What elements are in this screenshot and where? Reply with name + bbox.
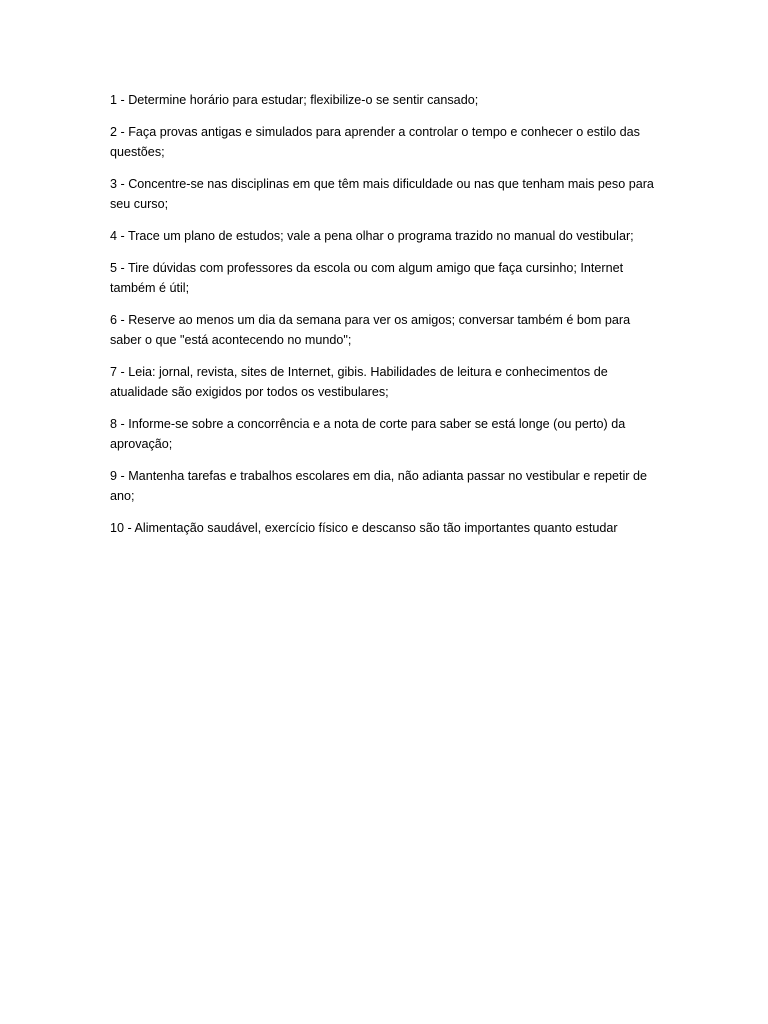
tip-item-10: 10 - Alimentação saudável, exercício físico e descanso são tão importantes quanto estudar xyxy=(110,521,618,535)
tip-item-8: 8 - Informe-se sobre a concorrência e a nota de corte para saber se está longe (ou perto) da aprovação; xyxy=(110,417,626,451)
tips-list xyxy=(110,90,658,550)
tip-item-6: 6 - Reserve ao menos um dia da semana para ver os amigos; conversar também é bom para saber o que "está acontecendo no mundo"; xyxy=(110,313,631,347)
tip-item-9: 9 - Mantenha tarefas e trabalhos escolares em dia, não adianta passar no vestibular e repetir de ano; xyxy=(110,469,647,503)
tip-item-5: 5 - Tire dúvidas com professores da escola ou com algum amigo que faça cursinho; Internet também é útil; xyxy=(110,261,624,295)
tip-item-1: 1 - Determine horário para estudar; flexibilize-o se sentir cansado; xyxy=(110,93,479,107)
tip-item-7: 7 - Leia: jornal, revista, sites de Internet, gibis. Habilidades de leitura e conhecimentos de atualidade são exigidos por todos os vestibulares; xyxy=(110,365,608,399)
tip-item-2: 2 - Faça provas antigas e simulados para aprender a controlar o tempo e conhecer o estilo das questões; xyxy=(110,125,640,159)
tip-item-3: 3 - Concentre-se nas disciplinas em que têm mais dificuldade ou nas que tenham mais peso para seu curso; xyxy=(110,177,654,211)
tip-item-4: 4 - Trace um plano de estudos; vale a pena olhar o programa trazido no manual do vestibular; xyxy=(110,229,634,243)
